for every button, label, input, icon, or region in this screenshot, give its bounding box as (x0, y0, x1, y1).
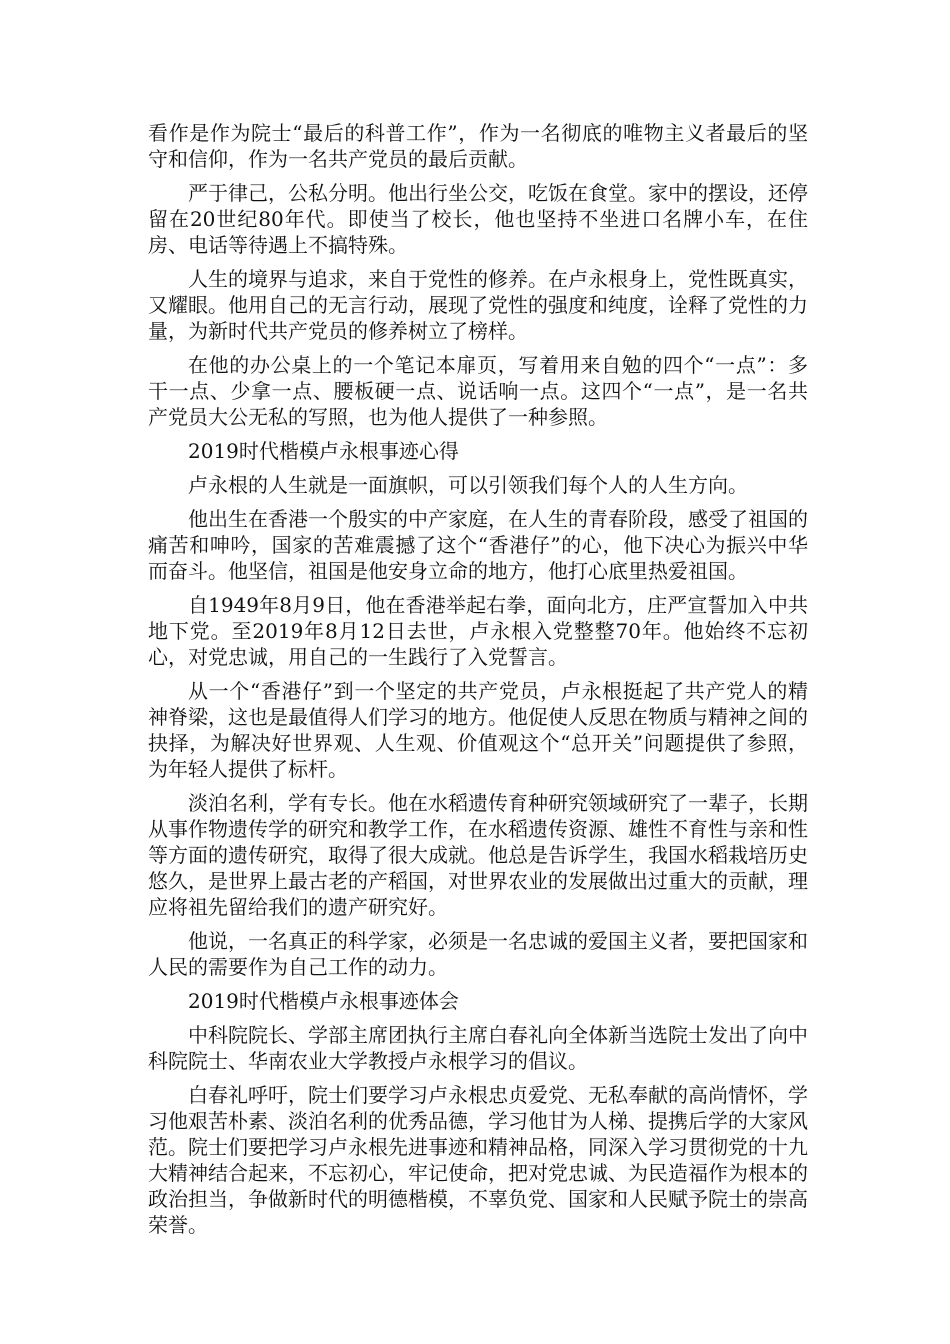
paragraph: 从一个“香港仔”到一个坚定的共产党员，卢永根挺起了共产党人的精神脊梁，这也是最值得人们学习的地方。他促使人反思在物质与精神之间的抉择，为解决好世界观、人生观、价值观这个“总开关”问题提供了参照，为年轻人提供了标杆。 (148, 679, 808, 781)
paragraph: 淡泊名利，学有专长。他在水稻遗传育种研究领域研究了一辈子，长期从事作物遗传学的研究和教学工作，在水稻遗传资源、雄性不育性与亲和性等方面的遗传研究，取得了很大成就。他总是告诉学生，我国水稻栽培历史悠久，是世界上最古老的产稻国，对世界农业的发展做出过重大的贡献，理应将祖先留给我们的遗产研究好。 (148, 791, 808, 919)
paragraph: 他说，一名真正的科学家，必须是一名忠诚的爱国主义者，要把国家和人民的需要作为自己工作的动力。 (148, 929, 808, 979)
section-heading: 2019时代楷模卢永根事迹心得 (188, 439, 459, 463)
section-heading: 2019时代楷模卢永根事迹体会 (188, 989, 459, 1013)
paragraph: 卢永根的人生就是一面旗帜，可以引领我们每个人的人生方向。 (188, 473, 748, 497)
paragraph: 白春礼呼吁，院士们要学习卢永根忠贞爱党、无私奉献的高尚情怀，学习他艰苦朴素、淡泊名利的优秀品德，学习他甘为人梯、提携后学的大家风范。院士们要把学习卢永根先进事迹和精神品格，同深入学习贯彻党的十九大精神结合起来，不忘初心，牢记使命，把对党忠诚、为民造福作为根本的政治担当，争做新时代的明德楷模，不辜负党、国家和人民赋予院士的崇高荣誉。 (148, 1083, 808, 1237)
document-page (148, 120, 808, 1246)
paragraph: 在他的办公桌上的一个笔记本扉页，写着用来自勉的四个“一点”：多干一点、少拿一点、腰板硬一点、说话响一点。这四个“一点”，是一名共产党员大公无私的写照，也为他人提供了一种参照。 (148, 353, 808, 429)
paragraph-continued: 看作是作为院士“最后的科普工作”，作为一名彻底的唯物主义者最后的坚守和信仰，作为一名共产党员的最后贡献。 (148, 121, 808, 171)
paragraph: 人生的境界与追求，来自于党性的修养。在卢永根身上，党性既真实，又耀眼。他用自己的无言行动，展现了党性的强度和纯度，诠释了党性的力量，为新时代共产党员的修养树立了榜样。 (148, 267, 808, 343)
paragraph: 中科院院长、学部主席团执行主席白春礼向全体新当选院士发出了向中科院院士、华南农业大学教授卢永根学习的倡议。 (148, 1023, 808, 1073)
paragraph: 自1949年8月9日，他在香港举起右拳，面向北方，庄严宣誓加入中共地下党。至2019年8月12日去世，卢永根入党整整70年。他始终不忘初心，对党忠诚，用自己的一生践行了入党誓言。 (148, 593, 808, 669)
paragraph: 严于律己，公私分明。他出行坐公交，吃饭在食堂。家中的摆设，还停留在20世纪80年代。即使当了校长，他也坚持不坐进口名牌小车，在住房、电话等待遇上不搞特殊。 (148, 181, 808, 257)
paragraph: 他出生在香港一个殷实的中产家庭，在人生的青春阶段，感受了祖国的痛苦和呻吟，国家的苦难震撼了这个“香港仔”的心，他下决心为振兴中华而奋斗。他坚信，祖国是他安身立命的地方，他打心底里热爱祖国。 (148, 507, 808, 583)
